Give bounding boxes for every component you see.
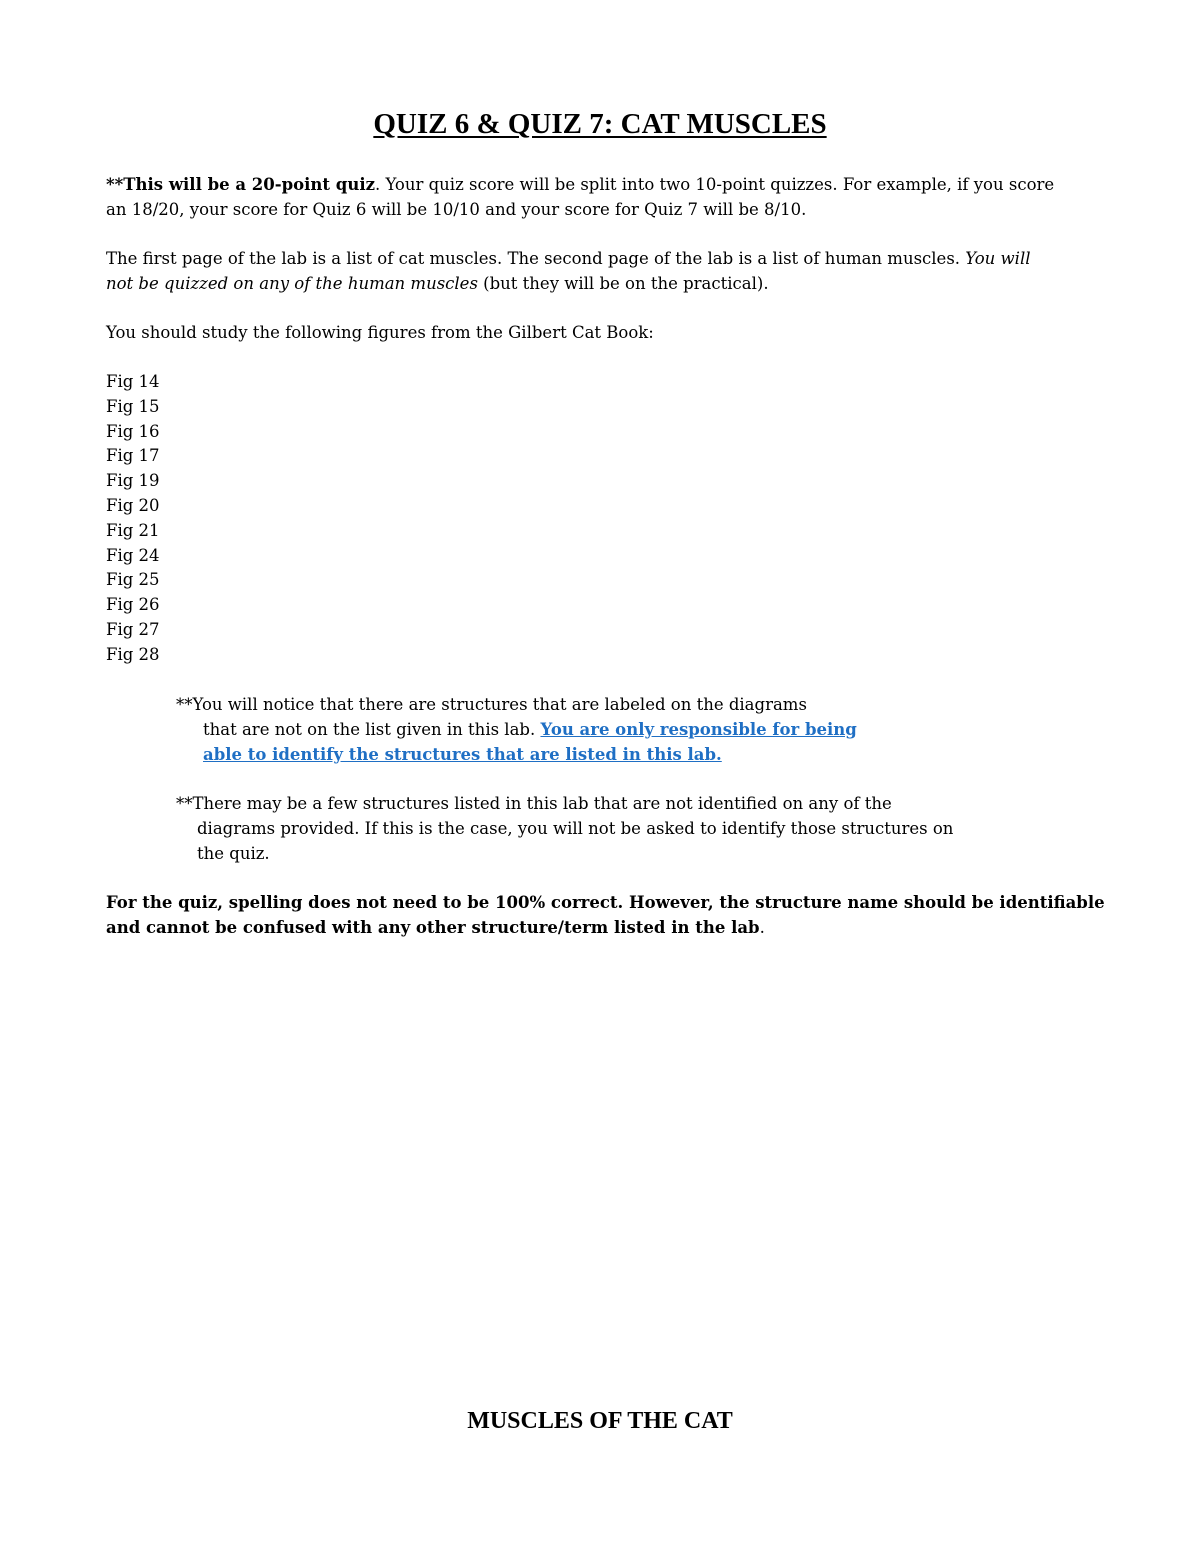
pages-text-plain: The first page of the lab is a list of cat muscles. The second page of the lab is a list of human muscles. [106,249,966,268]
note1-line3 [176,742,936,767]
note-unidentified-structures [176,791,996,866]
list-item: Fig 27 [106,619,160,639]
figure-list [106,370,160,668]
pages-text-italic-1: You will [965,249,1031,268]
list-item: Fig 28 [106,644,160,664]
spelling-paragraph [106,890,1116,940]
responsibility-emphasis-1: You are only responsible for being [540,720,857,739]
list-item: Fig 20 [106,495,160,515]
pages-paragraph [106,246,1116,296]
intro-bold-text: **This will be a 20-point quiz [106,175,375,194]
intro-text-line2: an 18/20, your score for Quiz 6 will be 10/10 and your score for Quiz 7 will be 8/10. [106,200,807,219]
list-item: Fig 21 [106,520,160,540]
pages-text-plain-2: (but they will be on the practical). [477,274,769,293]
spelling-end: . [759,918,765,937]
note1-line2 [176,717,936,742]
list-item: Fig 17 [106,446,160,466]
list-item: Fig 16 [106,421,160,441]
list-item: Fig 25 [106,570,160,590]
list-item: Fig 24 [106,545,160,565]
note-labeled-structures [176,692,936,767]
intro-paragraph [106,172,1116,222]
note1-line1: **You will notice that there are structures that are labeled on the diagrams [176,695,807,714]
note2-line1: **There may be a few structures listed in this lab that are not identified on any of the [176,794,892,813]
intro-text-line1: . Your quiz score will be split into two 10-point quizzes. For example, if you score [374,175,1055,194]
list-item: Fig 14 [106,372,160,391]
note2-line2: diagrams provided. If this is the case, you will not be asked to identify those structures on [197,819,954,838]
responsibility-emphasis-2: able to identify the structures that are listed in this lab. [203,745,722,764]
list-item: Fig 26 [106,595,160,615]
section-title: MUSCLES OF THE CAT [467,1408,733,1434]
pages-text-italic-2: not be quizzed on any of the human muscles [106,274,478,293]
study-intro: You should study the following figures from the Gilbert Cat Book: [106,323,654,342]
note2-line3: the quiz. [197,844,270,863]
list-item: Fig 15 [106,396,160,416]
spelling-bold-line2: and cannot be confused with any other structure/term listed in the lab [106,918,760,937]
page-title: QUIZ 6 & QUIZ 7: CAT MUSCLES [373,108,827,140]
list-item: Fig 19 [106,471,160,491]
spelling-bold-line1: For the quiz, spelling does not need to be 100% correct. However, the structure name should be identifiable [106,893,1105,912]
note1-line2-text: that are not on the list given in this lab. [203,720,541,739]
